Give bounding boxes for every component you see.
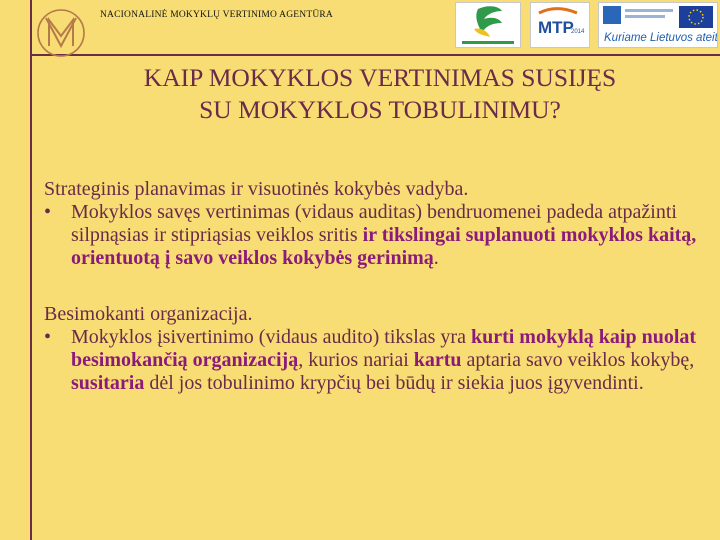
mtp-emblem-icon — [531, 3, 589, 47]
section-heading-learning-organization: Besimokanti organizacija. — [44, 303, 253, 325]
title-line-2: SU MOKYKLOS TOBULINIMU? — [199, 95, 561, 124]
leaf-emblem-icon — [456, 3, 520, 47]
bullet-2-highlight-susitaria: susitaria — [71, 372, 145, 394]
slide-body — [44, 178, 712, 395]
slide-title — [40, 62, 720, 126]
eu-slogan-text: Kuriame Lietuvos ateitį — [604, 32, 717, 44]
bullet-2-text-a: Mokyklos įsivertinimo (vidaus audito) tikslas yra — [71, 326, 471, 348]
left-vertical-rule — [30, 0, 32, 540]
bullet-1-highlight-ir: ir — [362, 224, 377, 246]
bullet-2-text-c: aptaria savo veiklos kokybę, — [461, 349, 695, 371]
bullet-self-evaluation — [44, 201, 712, 270]
section-spacer — [44, 270, 712, 303]
bullet-2-highlight-kartu: kartu — [413, 349, 462, 371]
eu-funds-emblem-icon — [599, 3, 717, 47]
mtp-year: 2014 — [571, 29, 585, 35]
title-line-1: KAIP MOKYKLOS VERTINIMAS SUSIJĘS — [143, 63, 617, 92]
partner-logo-2 — [530, 2, 590, 48]
bullet-2-text-b: , kurios nariai — [298, 349, 414, 371]
mtp-text: MTP — [538, 18, 574, 37]
bullet-internal-audit-goal — [44, 326, 712, 395]
bullet-marker: • — [44, 201, 52, 223]
agency-logo-icon — [34, 6, 88, 60]
agency-name: NACIONALINĖ MOKYKLŲ VERTINIMO AGENTŪRA — [100, 10, 333, 20]
header-divider — [30, 54, 720, 56]
section-heading-strategic-planning: Strateginis planavimas ir visuotinės kokybės vadyba. — [44, 178, 469, 200]
bullet-2-highlight-learning-org: kurti mokyklą kaip nuolat besimokančią organizaciją — [71, 326, 697, 371]
partner-logo-3 — [598, 2, 718, 48]
bullet-2-text-d: dėl jos tobulinimo krypčių bei būdų ir siekia juos įgyvendinti. — [144, 372, 644, 394]
partner-logo-1 — [455, 2, 521, 48]
bullet-1-text-a: Mokyklos savęs vertinimas (vidaus auditas) bendruomenei padeda atpažinti silpnąsias ir stipriąsias veiklos sritis — [71, 201, 677, 246]
bullet-1-period: . — [433, 247, 439, 269]
bullet-1-highlight-plan: tikslingai suplanuoti mokyklos kaitą, orientuotą į savo veiklos kokybės gerinimą — [71, 224, 697, 269]
bullet-marker: • — [44, 326, 52, 348]
